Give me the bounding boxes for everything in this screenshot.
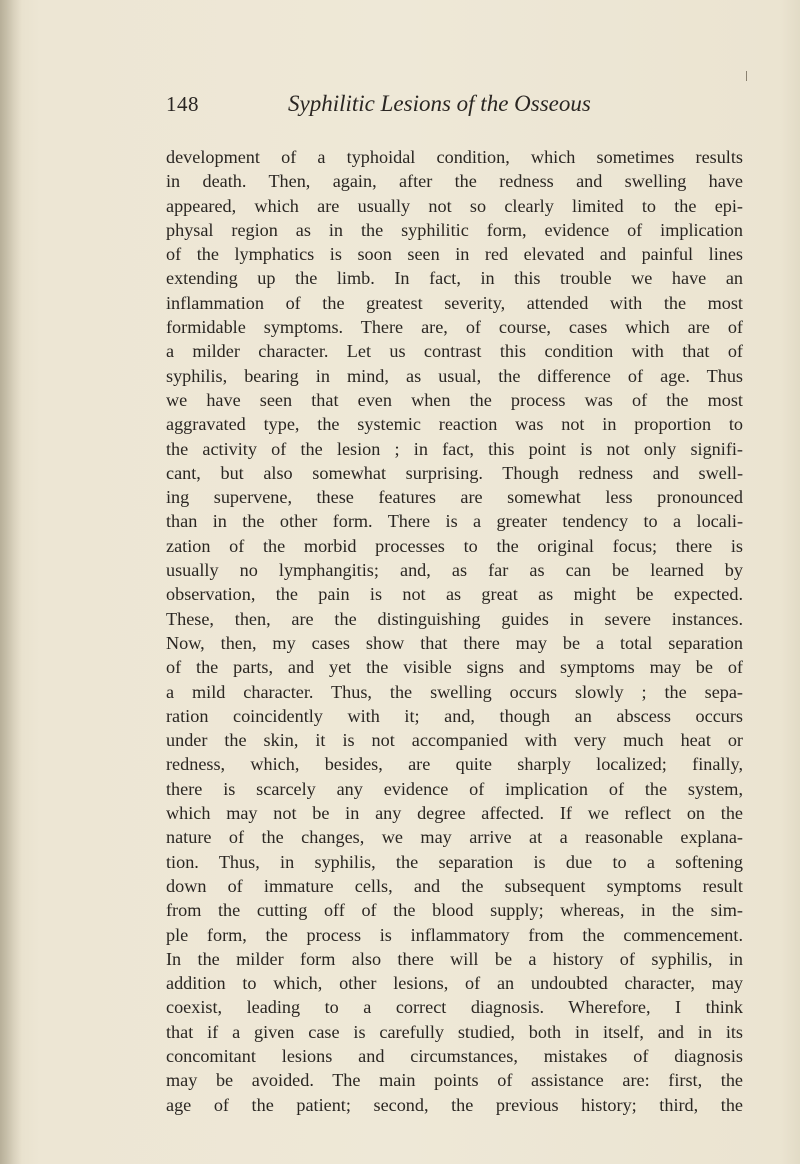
text-line: we have seen that even when the process was of the most <box>166 389 743 410</box>
printer-mark <box>746 71 747 81</box>
text-line: may be avoided. The main points of assistance are: first, the <box>166 1070 743 1091</box>
text-line: there is scarcely any evidence of implication of the system, <box>166 778 743 799</box>
text-line: extending up the limb. In fact, in this trouble we have an <box>166 268 743 289</box>
text-line: than in the other form. There is a greater tendency to a locali- <box>166 511 743 532</box>
text-line: tion. Thus, in syphilis, the separation is due to a softening <box>166 851 743 872</box>
text-line: a milder character. Let us contrast this condition with that of <box>166 341 743 362</box>
text-line: syphilis, bearing in mind, as usual, the difference of age. Thus <box>166 365 743 386</box>
text-line: cant, but also somewhat surprising. Though redness and swell- <box>166 462 743 483</box>
text-line: the activity of the lesion ; in fact, this point is not only signifi- <box>166 438 743 459</box>
text-line: development of a typhoidal condition, which sometimes results <box>166 147 743 167</box>
text-line: addition to which, other lesions, of an undoubted character, may <box>166 973 743 994</box>
text-line: ration coincidently with it; and, though an abscess occurs <box>166 705 743 726</box>
page-header <box>166 92 726 126</box>
text-line: appeared, which are usually not so clearly limited to the epi- <box>166 195 743 216</box>
text-line: down of immature cells, and the subsequent symptoms result <box>166 875 743 896</box>
binding-gutter-shadow <box>0 0 22 1164</box>
text-line: In the milder form also there will be a history of syphilis, in <box>166 948 743 969</box>
text-line: inflammation of the greatest severity, attended with the most <box>166 292 743 313</box>
running-title: Syphilitic Lesions of the Osseous <box>288 91 591 116</box>
text-line: of the parts, and yet the visible signs and symptoms may be of <box>166 657 743 678</box>
page-number: 148 <box>166 92 199 116</box>
text-line: in death. Then, again, after the redness and swelling have <box>166 171 743 192</box>
body-text <box>166 145 743 1117</box>
text-line: redness, which, besides, are quite sharply localized; finally, <box>166 754 743 775</box>
text-line: age of the patient; second, the previous history; third, the <box>166 1094 743 1115</box>
text-line: concomitant lesions and circumstances, mistakes of diagnosis <box>166 1045 743 1066</box>
text-line: ple form, the process is inflammatory from the commencement. <box>166 924 743 945</box>
text-line: a mild character. Thus, the swelling occurs slowly ; the sepa- <box>166 681 743 702</box>
text-line: Now, then, my cases show that there may be a total separation <box>166 632 743 653</box>
text-line: aggravated type, the systemic reaction was not in proportion to <box>166 414 743 435</box>
text-line: of the lymphatics is soon seen in red elevated and painful lines <box>166 244 743 265</box>
text-line: coexist, leading to a correct diagnosis. Wherefore, I think <box>166 997 743 1018</box>
text-line: zation of the morbid processes to the original focus; there is <box>166 535 743 556</box>
text-line: that if a given case is carefully studied, both in itself, and in its <box>166 1021 743 1042</box>
text-line: nature of the changes, we may arrive at a reasonable explana- <box>166 827 743 848</box>
text-line: physal region as in the syphilitic form, evidence of implication <box>166 219 743 240</box>
text-line: under the skin, it is not accompanied with very much heat or <box>166 730 743 751</box>
text-line: observation, the pain is not as great as might be expected. <box>166 584 743 605</box>
text-line: which may not be in any degree affected. If we reflect on the <box>166 803 743 824</box>
text-line: from the cutting off of the blood supply; whereas, in the sim- <box>166 900 743 921</box>
text-line: formidable symptoms. There are, of course, cases which are of <box>166 317 743 338</box>
text-line: ing supervene, these features are somewhat less pronounced <box>166 487 743 508</box>
text-line: These, then, are the distinguishing guides in severe instances. <box>166 608 743 629</box>
text-line: usually no lymphangitis; and, as far as can be learned by <box>166 560 743 581</box>
